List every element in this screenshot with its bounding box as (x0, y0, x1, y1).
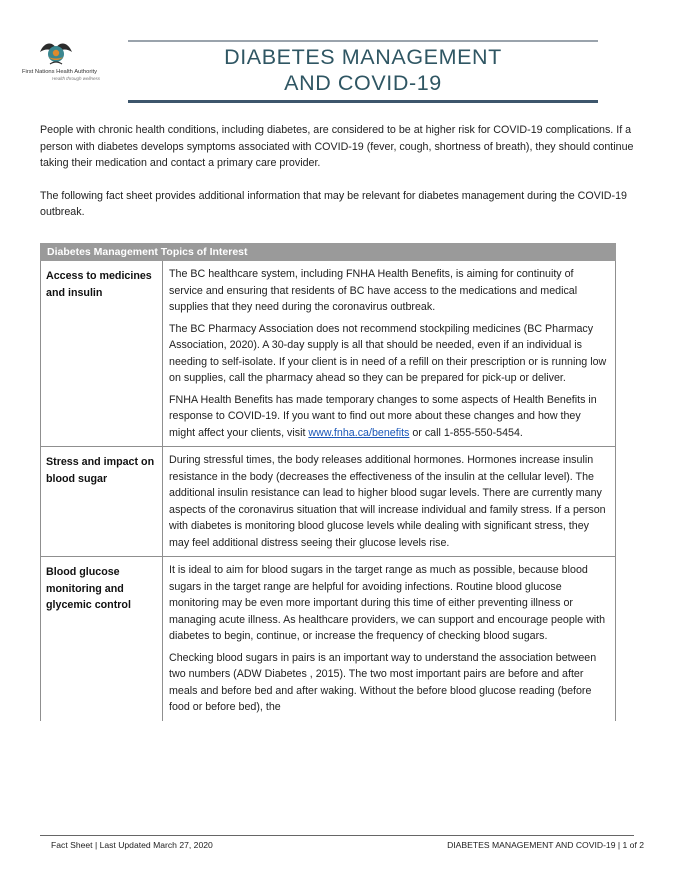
body-paragraph: During stressful times, the body releases additional hormones. Hormones increase insulin resistance in the body (decreases the effectiveness of the insulin at the cellular level). The additional insulin resistance can lead to higher blood sugar levels. There are currently many aspects of the coronavirus situation that will increase individual and family stress. If a person with diabetes is monitoring blood glucose levels while dealing with significant stress, they may feel additional distress seeing their glucose levels rise. (169, 454, 606, 549)
body-paragraph: It is ideal to aim for blood sugars in the target range as much as possible, because blood sugars in the target range are helpful for avoiding infections. Routine blood glucose monitoring may be even more important during this time of either preventing illness or managing acute illness. As healthcare providers, we can support and encourage people with diabetes to begin, continue, or increase the frequency of checking blood sugars. (169, 564, 606, 642)
topic-body (163, 261, 616, 447)
table-row (41, 447, 616, 557)
logo-tagline: Health through wellness (52, 76, 101, 81)
intro-section (40, 122, 636, 221)
intro-paragraph-1: People with chronic health conditions, including diabetes, are considered to be at higher risk for COVID-19 complications. If a person with diabetes develops symptoms associated with COVID-19 (fever, cough, shortness of breath), they should continue taking their medication and contact a primary care provider. (40, 124, 634, 169)
body-paragraph: Checking blood sugars in pairs is an important way to understand the association between two numbers (ADW Diabetes , 2015). The two most important pairs are before and after meals and before bed and after waking. Without the before blood glucose reading (before food or before bed), the (169, 651, 597, 713)
body-paragraph: The BC healthcare system, including FNHA Health Benefits, is aiming for continuity of service and ensuring that residents of BC have access to the medications and medical supplies that they need during the coronavirus outbreak. (169, 268, 578, 313)
body-paragraph: The BC Pharmacy Association does not recommend stockpiling medicines (BC Pharmacy Association, 2020). A 30-day supply is all that should be needed, even if an individual is needing to self-isolate. If your client is in need of a refill on their prescription or is running low on supplies, call the pharmacy ahead so they can be prepared for pick-up or deliver. (169, 322, 607, 384)
topic-glucose-monitoring: Blood glucose monitoring and glycemic control (41, 557, 163, 721)
table-header-row (41, 244, 616, 261)
page-title-line-1: DIABETES MANAGEMENT (224, 45, 502, 69)
topic-body (163, 447, 616, 557)
table-row (41, 261, 616, 447)
table-row (41, 557, 616, 721)
table-header: Diabetes Management Topics of Interest (41, 244, 616, 261)
body-text: or call 1-855-550-5454. (409, 426, 523, 439)
title-rule-bottom (128, 100, 598, 103)
body-paragraph (169, 392, 609, 442)
body-text: FNHA Health Benefits has made temporary changes to some aspects of Health Benefits in response to COVID-19. If you want to find out more about these changes and how they might affect your clients, visit (169, 393, 597, 439)
intro-paragraph-2: The following fact sheet provides additional information that may be relevant for diabetes management during the COVID-19 outbreak. (40, 189, 627, 218)
fnha-emblem-icon (36, 40, 76, 66)
footer-left: Fact Sheet | Last Updated March 27, 2020 (51, 840, 213, 850)
logo-organization-name: First Nations Health Authority (22, 69, 98, 75)
fnha-logo (22, 40, 114, 88)
topic-stress-blood-sugar: Stress and impact on blood sugar (41, 447, 163, 557)
footer-right: DIABETES MANAGEMENT AND COVID-19 | 1 of 2 (447, 840, 644, 850)
footer-rule (40, 835, 634, 836)
page-title (128, 44, 598, 96)
topic-access-to-medicines: Access to medicines and insulin (41, 261, 163, 447)
topic-body (163, 557, 616, 721)
fnha-benefits-link[interactable]: www.fnha.ca/benefits (308, 426, 410, 439)
page-title-line-2: AND COVID-19 (284, 71, 442, 95)
topics-table (40, 243, 616, 721)
title-rule-top (128, 40, 598, 42)
